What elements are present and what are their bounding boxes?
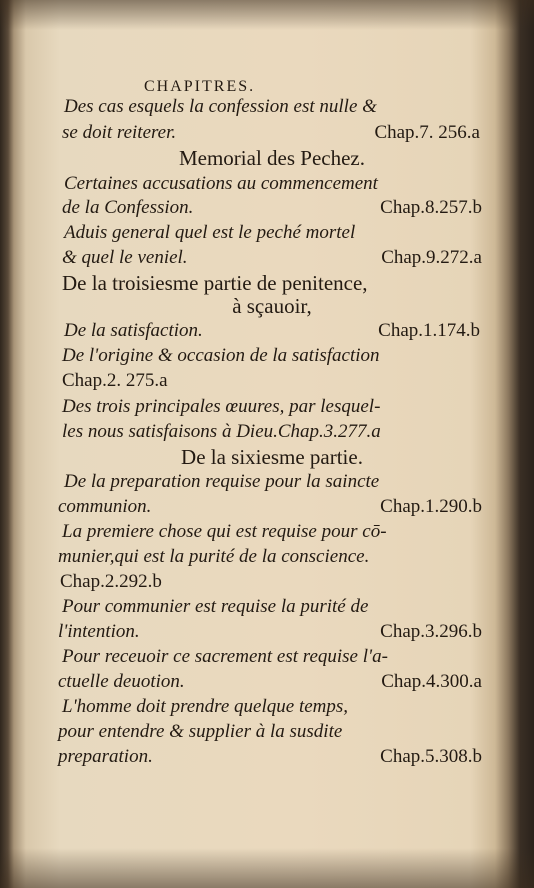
entry-line: De la satisfaction. xyxy=(64,320,203,341)
entry-line: L'homme doit prendre quelque temps, xyxy=(62,696,349,717)
chapter-reference: Chap.2.292.b xyxy=(60,571,162,592)
entry-line: Pour receuoir ce sacrement est requise l'a- xyxy=(62,646,388,667)
section-heading: à sçauoir, xyxy=(232,294,312,318)
section-heading: De la sixiesme partie. xyxy=(181,445,363,469)
chapter-reference: Chap.1.290.b xyxy=(380,496,482,517)
entry-line: ctuelle deuotion. xyxy=(58,671,185,692)
chapter-reference: Chap.2. 275.a xyxy=(62,370,168,391)
chapter-reference: Chap.9.272.a xyxy=(381,247,482,268)
entry-line: Pour communier est requise la purité de xyxy=(62,596,369,617)
entry-line: Aduis general quel est le peché mortel xyxy=(64,222,356,243)
entry-line: communion. xyxy=(58,496,152,517)
chapter-reference: Chap.3.296.b xyxy=(380,621,482,642)
entry-line: se doit reiterer. xyxy=(62,122,177,143)
entry-line: munier,qui est la purité de la conscience. xyxy=(58,546,370,567)
entry-line: pour entendre & supplier à la susdite xyxy=(58,721,343,742)
entry-line: La premiere chose qui est requise pour cō- xyxy=(62,521,387,542)
running-header: CHAPITRES. xyxy=(144,78,256,95)
entry-line: les nous satisfaisons à Dieu.Chap.3.277.a xyxy=(62,421,381,442)
entry-line: & quel le veniel. xyxy=(62,247,188,268)
chapter-reference: Chap.4.300.a xyxy=(381,671,482,692)
entry-line: Des cas esquels la confession est nulle & xyxy=(64,96,377,117)
chapter-reference: Chap.1.174.b xyxy=(378,320,480,341)
entry-line: De la preparation requise pour la saincte xyxy=(64,471,380,492)
chapter-reference: Chap.5.308.b xyxy=(380,746,482,767)
entry-line: preparation. xyxy=(58,746,153,767)
entry-line: l'intention. xyxy=(58,621,140,642)
section-heading: De la troisiesme partie de penitence, xyxy=(62,271,368,295)
chapter-reference: Chap.8.257.b xyxy=(380,197,482,218)
chapter-reference: Chap.7. 256.a xyxy=(374,122,480,143)
entry-line: Certaines accusations au commencement xyxy=(64,173,378,194)
entry-line: De l'origine & occasion de la satisfaction xyxy=(62,345,380,366)
entry-line: de la Confession. xyxy=(62,197,194,218)
section-heading: Memorial des Pechez. xyxy=(178,146,366,170)
entry-line: Des trois principales œuures, par lesquel- xyxy=(62,396,381,417)
